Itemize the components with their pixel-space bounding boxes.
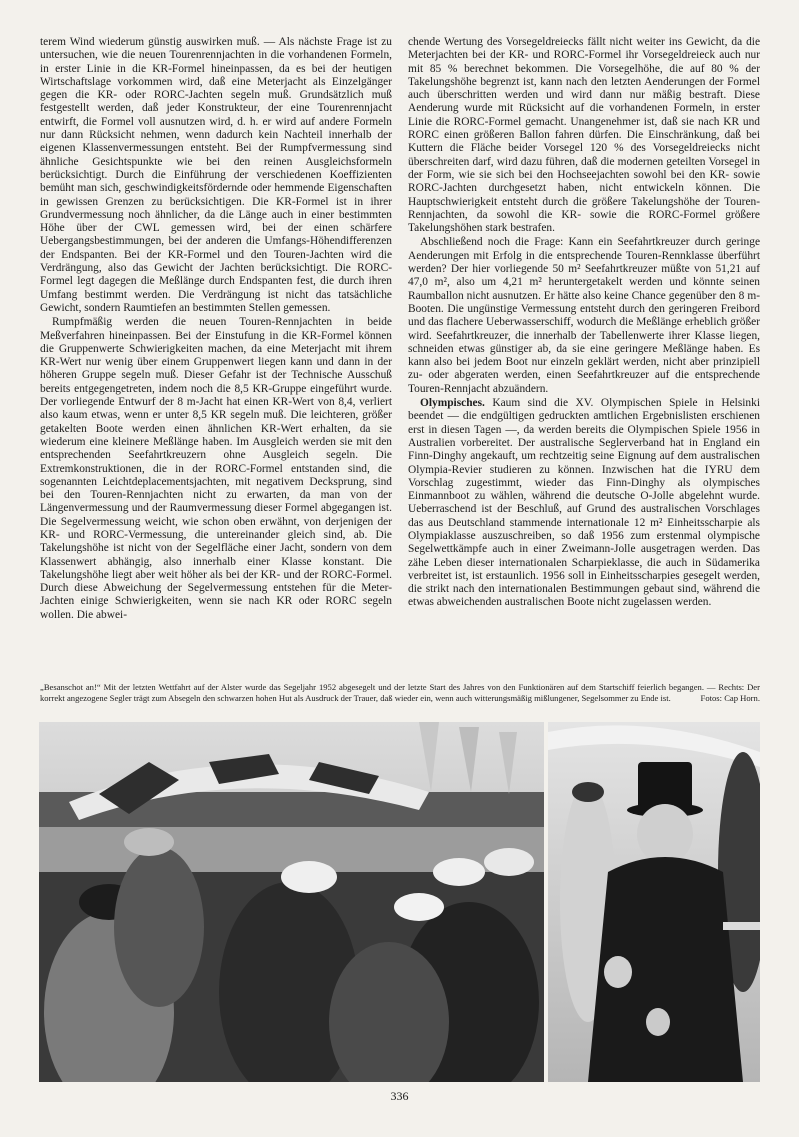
article-columns xyxy=(40,36,760,622)
column-right xyxy=(408,36,760,622)
paragraph: terem Wind wiederum günstig auswirken muß. — Als nächste Frage ist zu untersuchen, wie die neuen Tourenrennjachten in die vorhandenen Formeln, in erster Linie in die KR-Formel hineinpassen, da es bei der heutigen Wirtschaftslage vorkommen wird, daß eine Meterjacht als Einzelgänger gegen die KR- oder RORC-Jachten segeln muß. Grundsätzlich muß festgestellt werden, daß jeder Konstrukteur, der eine Tourenrennjacht entwirft, die Formel voll ausnutzen wird, d. h. er wird auf andere Formeln nur dann Rücksicht nehmen, wenn dadurch kein Nachteil innerhalb der eigenen Klassenvermessungen entsteht. Bei der Rumpfvermessung sind ähnliche Gesichtspunkte wie bei den reinen Ausgleichsformeln berücksichtigt. Durch die Einführung der verschiedenen Koeffizienten bemüht man sich, geschwindigkeitsfördernde oder hemmende Eigenschaften in gewissen Grenzen zu berücksichtigen. Die KR-Formel ist in ihrer Grundvermessung noch ähnlicher, da die Länge auch in einer bestimmten Höhe über der CWL gemessen wird, bei der einen schärfere Uebergangsbestimmungen, bei der anderen die Umfangs-Höhendifferenzen der Endspanten. Bei der KR-Formel und den Touren-Jachten wird die Verdrängung, also das Gewicht der Jachten berücksichtigt. Die RORC-Formel legt dagegen die Meßlänge durch Endspanten fest, die durch ihren Umfang bestimmt werden. Die Verdrängung ist nicht das tatsächliche Gewicht, sondern Raumtiefen an bestimmten Stellen gemessen. xyxy=(40,36,392,314)
photo-segler-zylinder xyxy=(548,722,760,1082)
olympic-paragraph xyxy=(408,397,760,610)
caption-text: „Besanschot an!“ Mit der letzten Wettfahrt auf der Alster wurde das Segeljahr 1952 abgesegelt und der letzte Start des Jahres von den Funktionären auf dem Startschiff feierlich begangen. — Rechts: Der korrekt angezogene Segler trägt zum Absegeln den schwarzen hohen Hut als Ausdruck der Trauer, daß wieder ein, wenn auch witterungsmäßig mißlungener, Segelsommer zu Ende ist. xyxy=(40,682,760,703)
photo-caption xyxy=(40,682,760,703)
paragraph: Abschließend noch die Frage: Kann ein Seefahrtkreuzer durch geringe Aenderungen mit Erfolg in die entsprechende Touren-Rennklasse überführt werden? Der hier vorliegende 50 m² Seefahrtkreuzer müßte von 51,21 auf 47,0 m², also um 4,21 m² heruntergetakelt werden und könnte seinen Raumballon nicht ausnutzen. Er hätte also keine Chance gegenüber den 8 m-Booten. Die ungünstige Vermessung entsteht durch den geringeren Freibord und das flachere Ueberwasserschiff, wodurch die Meßlänge erheblich größer wird. Seefahrtkreuzer, die innerhalb der Tabellenwerte ihrer Klasse liegen, schneiden etwas günstiger ab, da sie eine geringere Meßlänge haben. Es kann also bei jedem Boot nur einzeln geklärt werden, nicht aber prinzipiell zu- oder abgeraten werden, einen Seefahrtkreuzer auf die entsprechende Touren-Rennjacht abzuändern. xyxy=(408,236,760,395)
olympic-heading: Olympisches. xyxy=(420,397,485,410)
paragraph: Rumpfmäßig werden die neuen Touren-Rennjachten in beide Meßverfahren hineinpassen. Bei der Einstufung in die KR-Formel können die Gruppenwerte Schwierigkeiten machen, da eine Meterjacht mit ihrem KR-Wert nur wenig über einem Gruppenwert liegen kann und dann in der höheren Gruppe segeln muß. Dieser Gefahr ist der Technische Ausschuß bereits entgegengetreten, indem noch die 8,5 KR-Gruppe eingeführt wurde. Der vorliegende Entwurf der 8 m-Jacht hat einen KR-Wert von 8,4, verliert also kaum etwas, wenn er unter 8,5 KR segeln muß. Die leichteren, größer getakelten Boote werden einen ähnlichen KR-Wert erhalten, da sie wiederum eine kleinere Meßlänge haben. Im Ausgleich werden sie mit den entsprechenden Seefahrtkreuzern ohne Ausgleich segeln. Die Extremkonstruktionen, die in der RORC-Formel entstanden sind, die sogenannten Leichtdeplacementsjachten, mit negativem Decksprung, sind bei den Touren-Rennjachten nicht zu erwarten, da man von der Längenvermessung und der Raumvermessung dieser Formel abgegangen ist. Die Segelvermessung weicht, wie schon oben erwähnt, von derjenigen der KR- und RORC-Vermessung, die untereinander gleich sind, ab. Die Takelungshöhe ist nicht von der Segelfläche einer Jacht, sondern von dem Klassenwert abhängig, also innerhalb einer Klasse konstant. Die Takelungshöhe liegt aber weit höher als bei der KR- und der RORC-Formel. Durch diese Abweichung der Segelvermessung entstehen für die Meter-Jachten einige Schwierigkeiten, wenn sie nach KR oder RORC segeln wollen. Die abwei- xyxy=(40,316,392,621)
column-left xyxy=(40,36,392,622)
photo-startschiff xyxy=(39,722,544,1082)
page-number: 336 xyxy=(390,1089,409,1103)
photo-credit: Fotos: Cap Horn. xyxy=(700,692,760,703)
olympic-text: Kaum sind die XV. Olympischen Spiele in Helsinki beendet — die endgültigen gedruckten amtlichen Ergebnislisten erschienen erst in diesen Tagen —, da werden bereits die Olympischen Spiele 1956 in Australien vorbereitet. Der australische Seglerverband hat in England ein Finn-Dinghy angekauft, um rechtzeitig seine Eignung auf dem australischen Olympia-Revier studieren zu können. Inzwischen hat die IYRU dem Vorschlag zugestimmt, wieder das Finn-Dinghy als olympisches Einmannboot zu wählen, während die deutsche O-Jolle abgelehnt wurde. Ueberraschend ist der Beschluß, auf Grund des australischen Vorschlages das aus Deutschland stammende internationale 12 m² Einheitsscharpie als Olympiaklasse auszuschreiben, so daß 1956 zum erstenmal olympische Segelwettkämpfe auch in einer Zweimann-Jolle ausgetragen werden. Das zähe Leben dieser internationalen Scharpieklasse, die auch in Südamerika verbreitet ist, ist erstaunlich. 1956 soll in Einheitsscharpies gesegelt werden, die strikt nach den internationalen Bestimmungen gebaut sind, während die etwas abweichenden australischen Boote nicht zugelassen werden. xyxy=(408,397,760,609)
paragraph: chende Wertung des Vorsegeldreiecks fällt nicht weiter ins Gewicht, da die Meterjachten bei der KR- und RORC-Formel ihr Vorsegeldreieck auch nur mit 85 % berechnet bekommen. Die Vorsegelhöhe, die auf 80 % der Takelungshöhe begrenzt ist, kann nach den letzten Aenderungen der Formel auch überschritten werden und wird dann nur mäßig bestraft. Diese Aenderung wurde mit Rücksicht auf die vorhandenen Formeln, in erster Linie die RORC-Formel gemacht. Unangenehmer ist, daß sie nach KR und RORC einen größeren Ballon fahren dürfen. Die Einschränkung, daß bei Kuttern die Fläche beider Vorsegel 120 % des Vorsegeldreiecks nicht überschreiten darf, wird dazu führen, daß die modernen geteilten Vorsegel in der Form, wie sie sich bei den Hochseejachten sowohl bei den KR- sowie RORC-Jachten durchgesetzt haben, nicht entwickeln können. Die Hauptschwierigkeit entsteht durch die größere Takelungshöhe der Touren-Rennjachten, da sowohl die KR- sowie die RORC-Formel größere Takelungshöhen stark bestrafen. xyxy=(408,36,760,235)
